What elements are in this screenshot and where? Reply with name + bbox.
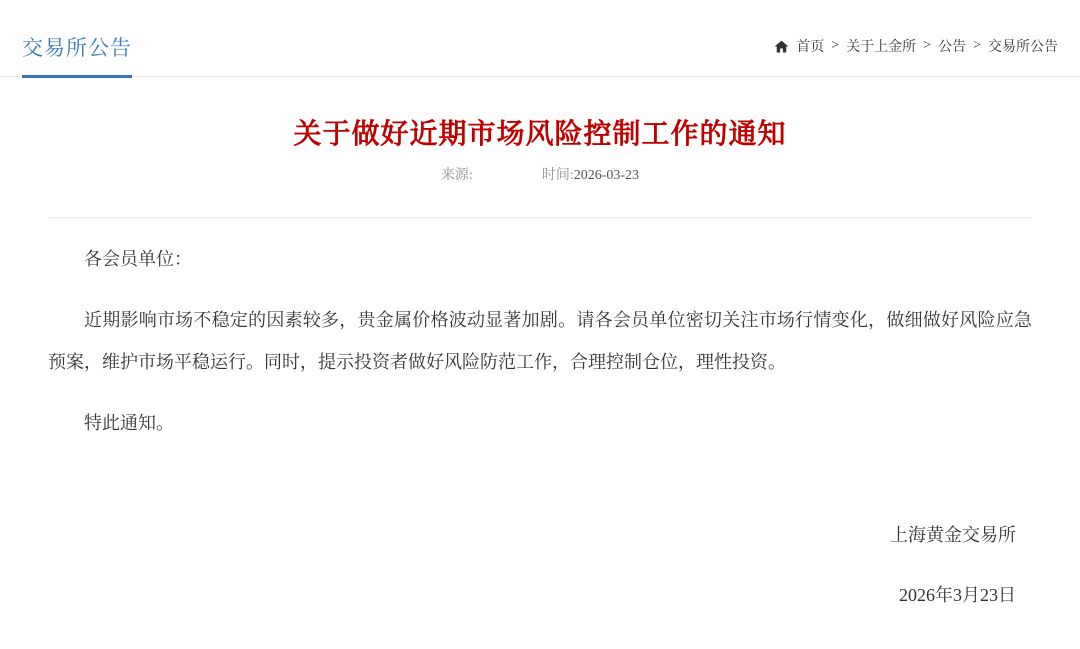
meta-time-label: 时间:: [541, 168, 574, 183]
signature-date: 2026年3月23日: [899, 585, 1016, 605]
article: [48, 117, 1032, 616]
article-meta: [48, 166, 1032, 186]
breadcrumb-separator: >: [831, 38, 840, 53]
article-title: 关于做好近期市场风险控制工作的通知: [293, 119, 787, 150]
breadcrumb-item-current: 交易所公告: [988, 40, 1058, 55]
paragraph-salutation: 各会员单位：: [84, 249, 192, 269]
section-tab-exchange-announcements[interactable]: 交易所公告: [22, 32, 132, 78]
page-header: [0, 0, 1080, 77]
breadcrumb-separator: >: [973, 38, 981, 53]
paragraph-main: 近期影响市场不稳定的因素较多，贵金属价格波动显著加剧。请各会员单位密切关注市场行情变化，做细做好风险应急预案，维护市场平稳运行。同时，提示投资者做好风险防范工作，合理控制仓位，理性投资。: [48, 310, 1032, 372]
meta-source-label: 来源:: [440, 168, 473, 183]
meta-time-value: 2026-03-23: [573, 168, 640, 183]
breadcrumb: [774, 32, 1058, 56]
breadcrumb-item-announcements[interactable]: 公告: [938, 40, 967, 55]
home-icon[interactable]: [774, 39, 789, 54]
signature-organization: 上海黄金交易所: [890, 525, 1016, 545]
article-divider: [48, 217, 1032, 218]
signature-block: [48, 514, 1032, 616]
paragraph-closing: 特此通知。: [84, 413, 174, 433]
breadcrumb-separator: >: [923, 38, 932, 53]
breadcrumb-item-home[interactable]: 首页: [796, 40, 825, 55]
breadcrumb-item-about[interactable]: 关于上金所: [846, 40, 917, 55]
article-body: [48, 238, 1032, 444]
